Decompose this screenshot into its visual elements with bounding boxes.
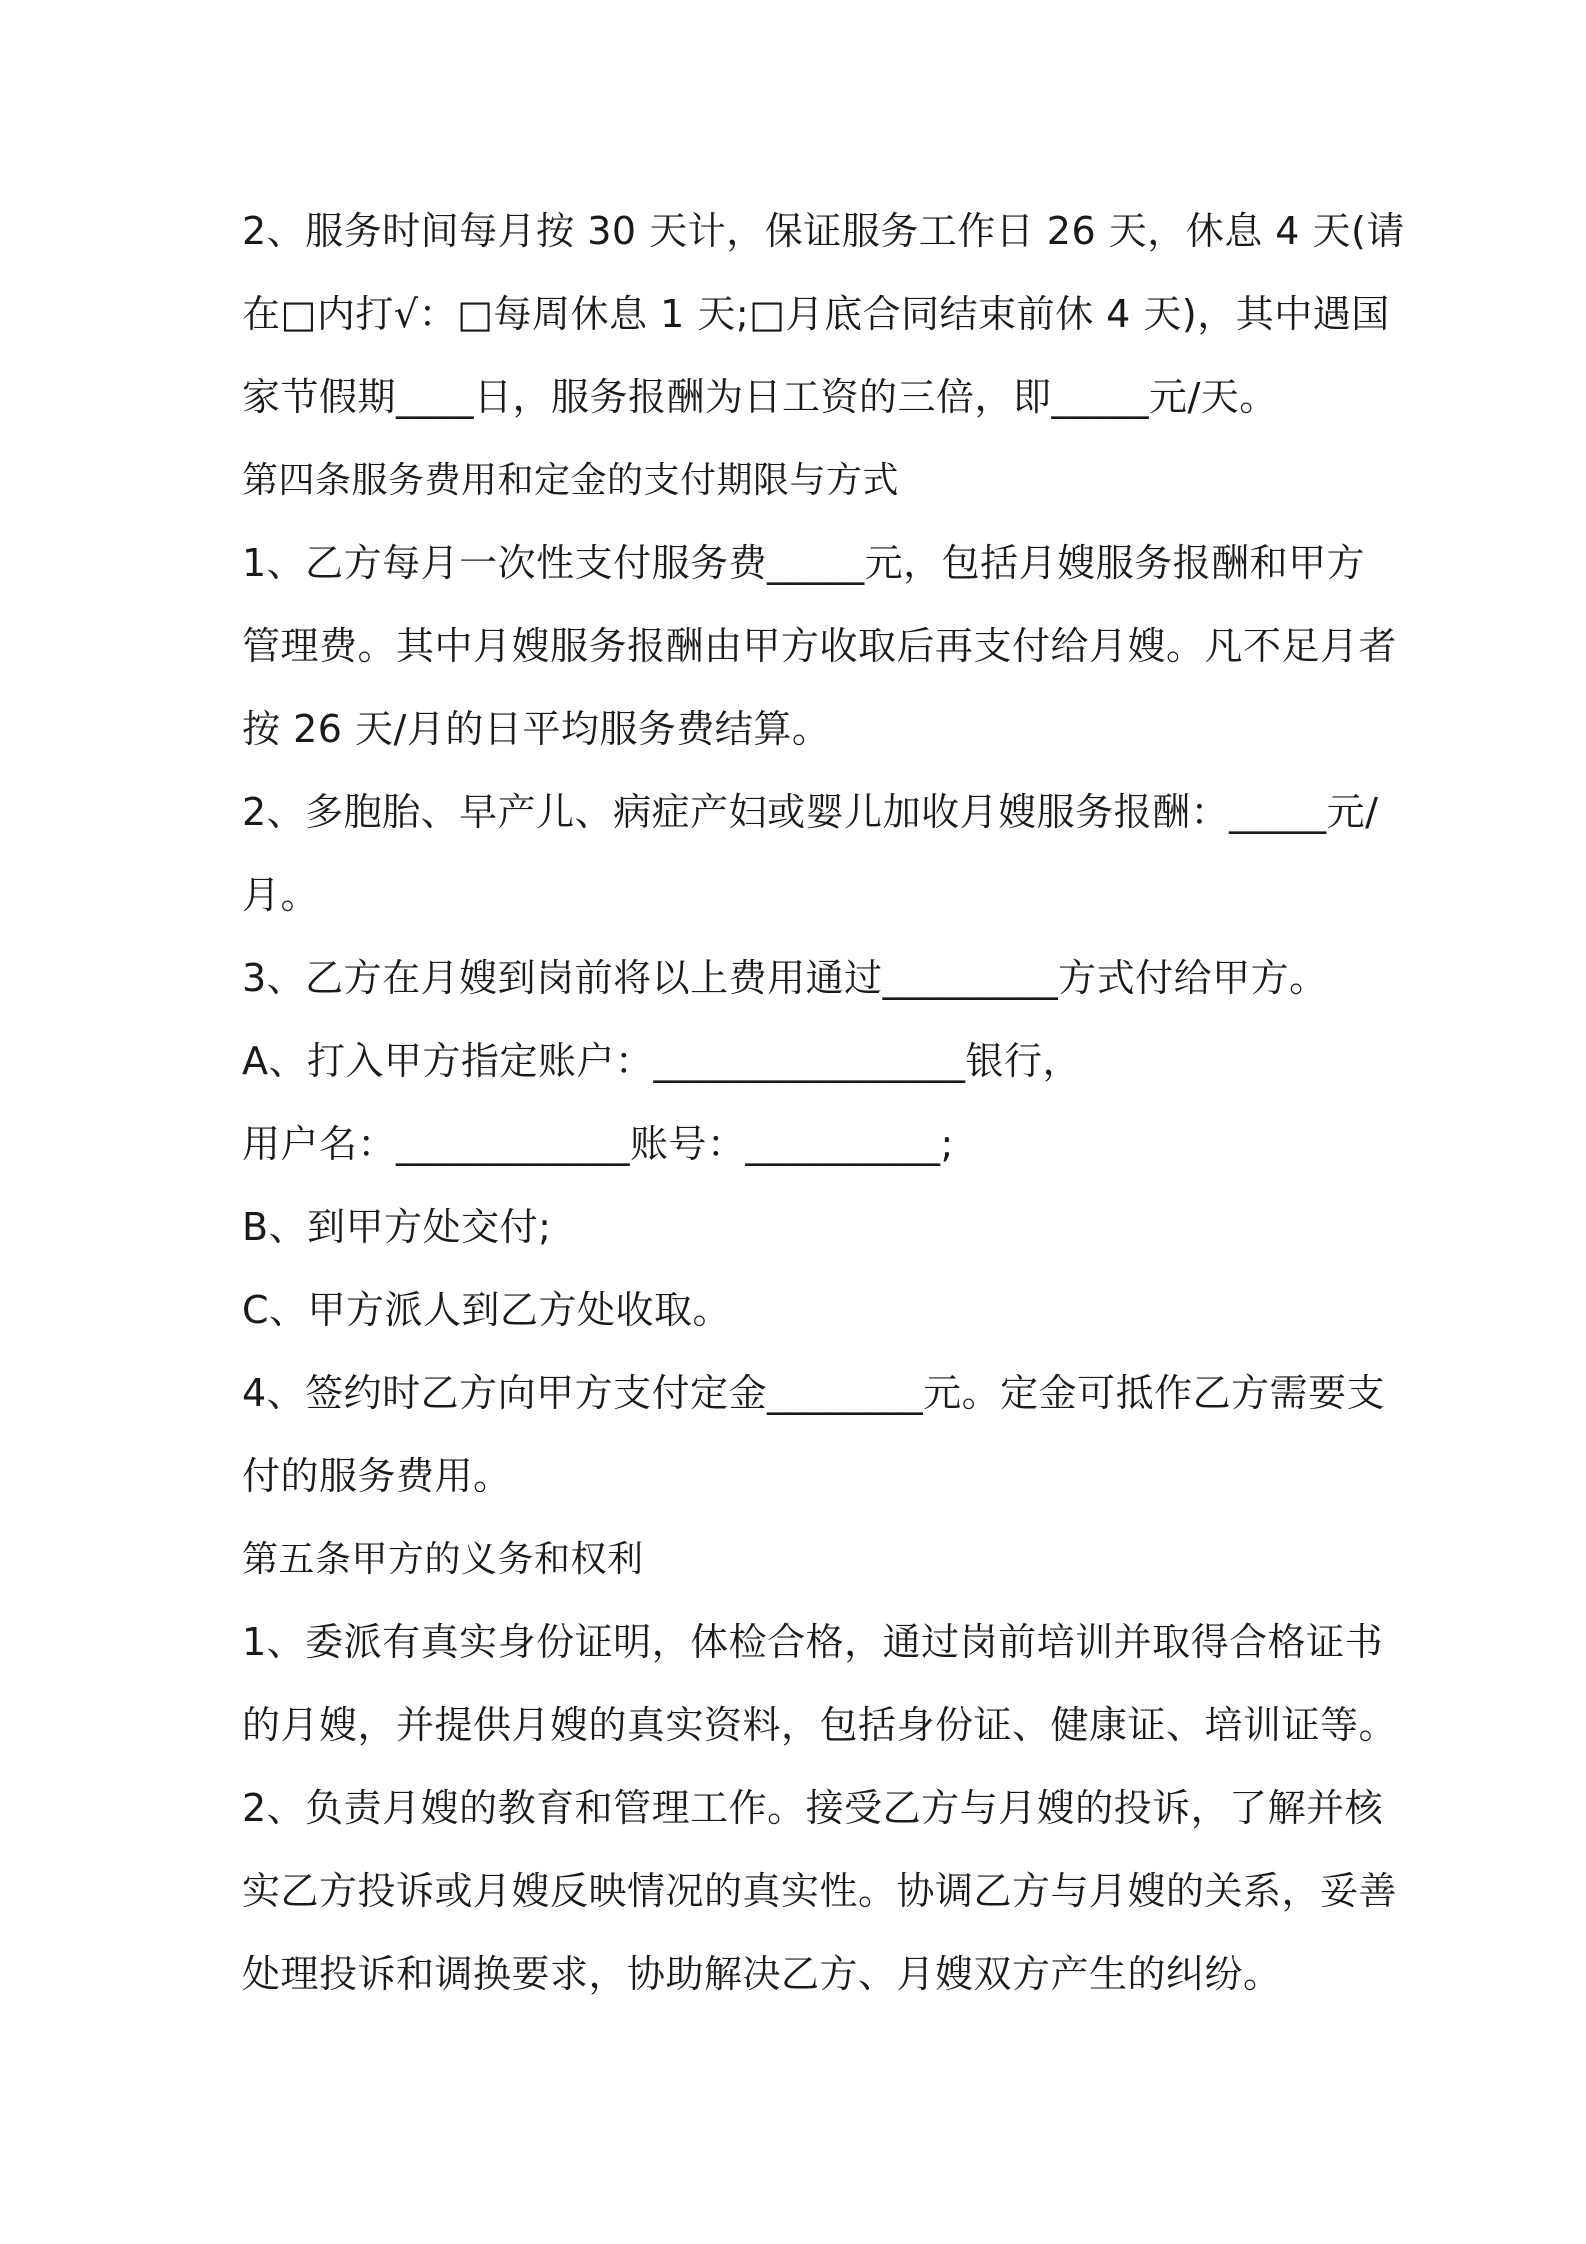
text-line: 在□内打√：□每周休息 1 天;□月底合同结束前休 4 天)，其中遇国: [242, 292, 1390, 336]
text-line: 处理投诉和调换要求，协助解决乙方、月嫂双方产生的纠纷。: [242, 1952, 1282, 1996]
text-line: 4、签约时乙方向甲方支付定金________元。定金可抵作乙方需要支: [242, 1371, 1386, 1415]
account-details: [242, 1103, 1362, 1186]
text-line: 按 26 天/月的日平均服务费结算。: [242, 707, 831, 751]
text-line: B、到甲方处交付;: [242, 1205, 552, 1249]
payment-option-b: [242, 1186, 1362, 1269]
text-line: 月。: [242, 873, 320, 917]
text-line: 2、多胞胎、早产儿、病症产妇或婴儿加收月嫂服务报酬：_____元/: [242, 790, 1379, 834]
document-page: [242, 190, 1405, 2016]
text-line: 1、乙方每月一次性支付服务费_____元，包括月嫂服务报酬和甲方: [242, 541, 1366, 585]
heading-text: 第四条服务费用和定金的支付期限与方式: [242, 460, 900, 501]
clause-3-item-2: [242, 190, 1405, 439]
article-4-heading: [242, 439, 1362, 522]
payment-option-c: [242, 1269, 1362, 1352]
heading-text: 第五条甲方的义务和权利: [242, 1539, 644, 1580]
payment-option-a: [242, 1020, 1362, 1103]
text-line: 1、委派有真实身份证明，体检合格，通过岗前培训并取得合格证书: [242, 1620, 1384, 1664]
article-4-item-1: [242, 522, 1398, 771]
text-line: 2、服务时间每月按 30 天计，保证服务工作日 26 天，休息 4 天(请: [242, 209, 1405, 253]
article-4-item-3: [242, 937, 1362, 1020]
text-line: 2、负责月嫂的教育和管理工作。接受乙方与月嫂的投诉，了解并核: [242, 1786, 1384, 1830]
text-line: 的月嫂，并提供月嫂的真实资料，包括身份证、健康证、培训证等。: [242, 1703, 1398, 1747]
article-5-item-2: [242, 1767, 1398, 2016]
text-line: 管理费。其中月嫂服务报酬由甲方收取后再支付给月嫂。凡不足月者: [242, 624, 1398, 668]
article-4-item-4: [242, 1352, 1386, 1518]
text-line: 实乙方投诉或月嫂反映情况的真实性。协调乙方与月嫂的关系，妥善: [242, 1869, 1398, 1913]
article-5-heading: [242, 1518, 1362, 1601]
text-line: 用户名：____________账号：__________;: [242, 1122, 954, 1166]
article-5-item-1: [242, 1601, 1398, 1767]
article-4-item-2: [242, 771, 1379, 937]
text-line: 3、乙方在月嫂到岗前将以上费用通过_________方式付给甲方。: [242, 956, 1328, 1000]
text-line: 付的服务费用。: [242, 1454, 512, 1498]
text-line: 家节假期____日，服务报酬为日工资的三倍，即_____元/天。: [242, 375, 1278, 419]
text-line: C、甲方派人到乙方处收取。: [242, 1288, 732, 1332]
text-line: A、打入甲方指定账户：________________银行，: [242, 1039, 1081, 1083]
